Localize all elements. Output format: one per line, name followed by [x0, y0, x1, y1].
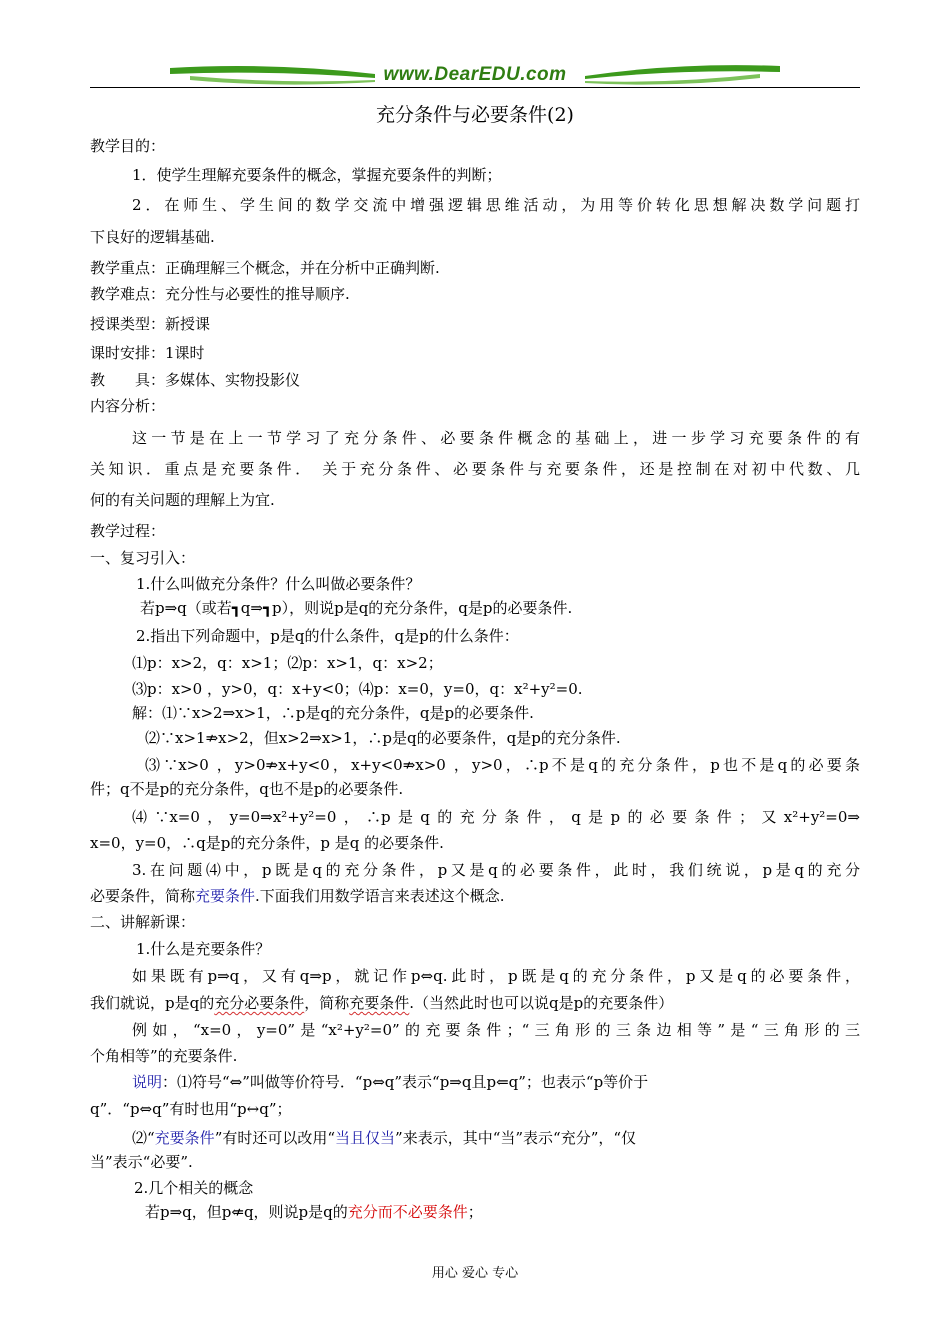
question-2-line-2: ⑶p：x>0 ，y>0，q：x+y<0；⑷p：x=0，y=0，q：x²+y²=0. [132, 680, 583, 698]
section-2-heading: 二、讲解新课： [90, 913, 196, 931]
new-1-line-2-end: .（当然此时也可以说q是p的充要条件） [409, 994, 674, 1012]
goal-2a: 2．在师生、学生间的数学交流中增强逻辑思维活动，为用等价转化思想解决数学问题打 [132, 196, 860, 214]
note-2-end: ”来表示，其中“当”表示“充分”，“仅 [395, 1129, 637, 1147]
new-1-line-1: 如果既有p⇒q，又有q⇒p，就记作p⇔q.此时，p既是q的充分条件，p又是q的必要条件， [132, 967, 860, 985]
note-2-line-1 [132, 1128, 636, 1148]
lesson-type: 授课类型：新授课 [90, 315, 211, 333]
link-dangqiejindang[interactable]: 当且仅当 [335, 1129, 396, 1147]
term-sufficient-not-necessary: 充分而不必要条件 [347, 1203, 468, 1221]
goal-heading: 教学目的： [90, 137, 166, 155]
question-3b [90, 886, 505, 906]
new-1-line-2 [90, 993, 673, 1013]
question-3a: 3.在问题⑷中，p既是q的充分条件，p又是q的必要条件，此时，我们统说，p是q的充分 [132, 861, 860, 879]
content-3: 何的有关问题的理解上为宜. [90, 491, 275, 509]
solution-2: ⑵∵x>1⇏x>2，但x>2⇒x>1，∴p是q的必要条件，q是p的充分条件. [145, 729, 621, 747]
goal-2b: 下良好的逻辑基础. [90, 228, 215, 246]
note-line-1 [132, 1072, 648, 1092]
new-2-end: ； [467, 1203, 483, 1221]
site-url: www.DearEDU.com [383, 64, 567, 85]
question-3b-text-end: .下面我们用数学语言来表述这个概念. [255, 887, 505, 905]
key-point: 教学重点：正确理解三个概念，并在分析中正确判断. [90, 259, 440, 277]
solution-4a: ⑷∵x=0，y=0⇒x²+y²=0，∴p是q的充分条件，q是p的必要条件；又x²+y²=0⇒ [132, 808, 860, 826]
content-1: 这一节是在上一节学习了充分条件、必要条件概念的基础上，进一步学习充要条件的有 [132, 429, 860, 447]
solution-4b: x=0，y=0，∴q是p的充分条件，p 是q 的必要条件. [90, 834, 444, 852]
new-2: 2.几个相关的概念 [134, 1179, 254, 1197]
note-label[interactable]: 说明 [132, 1073, 163, 1091]
question-3b-text: 必要条件，简称 [90, 887, 196, 905]
link-chongyao-2[interactable]: 充要条件 [154, 1129, 215, 1147]
new-1-line-2-text: 我们就说，p是q的 [90, 994, 215, 1012]
question-1: 1.什么叫做充分条件？什么叫做必要条件？ [136, 575, 421, 593]
header-divider [90, 87, 860, 88]
content-heading: 内容分析： [90, 397, 166, 415]
new-2-line-1 [145, 1202, 483, 1222]
tools: 教 具：多媒体、实物投影仪 [90, 371, 301, 389]
note-2-line-2: 当”表示“必要”. [90, 1153, 193, 1171]
content-2: 关知识．重点是充要条件． 关于充分条件、必要条件与充要条件，还是控制在对初中代数、几 [90, 460, 860, 478]
new-1: 1.什么是充要条件？ [136, 940, 271, 958]
solution-3b: 件；q不是p的充分条件，q也不是p的必要条件. [90, 780, 404, 798]
question-1-answer: 若p⇒q（或若┓q⇒┓p），则说p是q的充分条件，q是p的必要条件. [140, 599, 573, 617]
term-short: 充要条件 [349, 994, 410, 1012]
solution-3a: ⑶∵x>0 ，y>0⇏x+y<0，x+y<0⇏x>0 ，y>0，∴p不是q的充分条件，p也不是q的必要条 [145, 756, 860, 774]
solution-1: 解：⑴∵x>2⇒x>1，∴p是q的充分条件，q是p的必要条件. [132, 704, 534, 722]
site-header-banner [90, 60, 860, 90]
new-2-text: 若p⇒q，但p⇍q，则说p是q的 [145, 1203, 348, 1221]
schedule: 课时安排：1课时 [90, 344, 205, 362]
note-line-2: q”．“p⇔q”有时也用“p↔q”； [90, 1100, 292, 1118]
question-2-line-1: ⑴p：x>2，q：x>1；⑵p：x>1，q：x>2； [132, 654, 443, 672]
page-title: 充分条件与必要条件(2) [376, 104, 574, 126]
note-line-1-text: ：⑴符号“⇔”叫做等价符号．“p⇔q”表示“p⇒q且p⇐q”；也表示“p等价于 [162, 1073, 649, 1091]
term-full: 充分必要条件 [214, 994, 305, 1012]
note-2-mid: ”有时还可以改用“ [214, 1129, 336, 1147]
process-heading: 教学过程： [90, 522, 166, 540]
link-chongyao[interactable]: 充要条件 [195, 887, 256, 905]
note-2-prefix: ⑵“ [132, 1129, 155, 1147]
new-1-line-2-mid: ，简称 [304, 994, 350, 1012]
question-2: 2.指出下列命题中，p是q的什么条件，q是p的什么条件： [136, 627, 519, 645]
example-line-1: 例如，“x=0，y=0”是“x²+y²=0”的充要条件；“三角形的三条边相等”是“三角形的三 [132, 1021, 860, 1039]
section-1-heading: 一、复习引入： [90, 549, 196, 567]
goal-1: 1．使学生理解充要条件的概念，掌握充要条件的判断； [132, 166, 502, 184]
page-footer: 用心 爱心 专心 [431, 1266, 519, 1281]
example-line-2: 个角相等”的充要条件. [90, 1047, 238, 1065]
difficulty: 教学难点：充分性与必要性的推导顺序. [90, 285, 350, 303]
